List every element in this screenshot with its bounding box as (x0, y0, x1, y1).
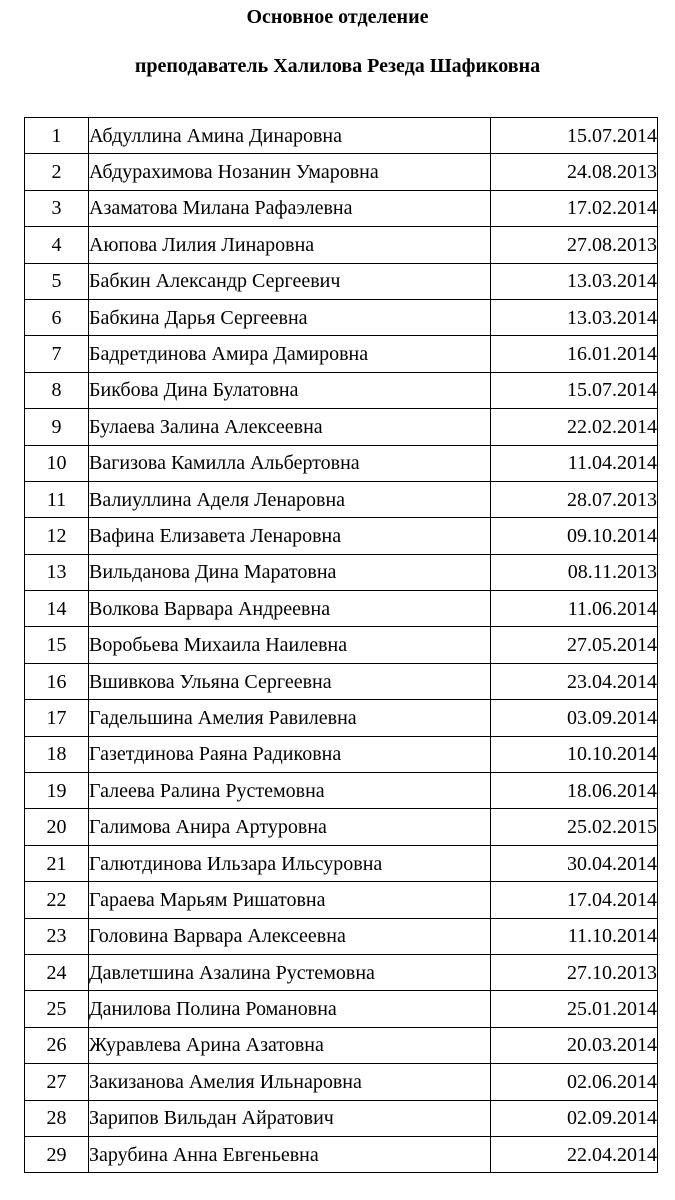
row-number: 25 (25, 991, 89, 1027)
student-name: Данилова Полина Романовна (89, 991, 491, 1027)
birth-date: 15.07.2014 (491, 372, 658, 408)
student-name: Галеева Ралина Рустемовна (89, 773, 491, 809)
birth-date: 08.11.2013 (491, 554, 658, 590)
table-row (25, 445, 658, 481)
student-table-body (25, 118, 658, 1173)
table-row (25, 845, 658, 881)
birth-date: 16.01.2014 (491, 336, 658, 372)
table-row (25, 372, 658, 408)
table-row (25, 336, 658, 372)
table-row (25, 663, 658, 699)
row-number: 24 (25, 954, 89, 990)
birth-date: 30.04.2014 (491, 845, 658, 881)
birth-date: 23.04.2014 (491, 663, 658, 699)
table-row (25, 409, 658, 445)
birth-date: 17.02.2014 (491, 190, 658, 226)
row-number: 10 (25, 445, 89, 481)
row-number: 3 (25, 190, 89, 226)
student-name: Галютдинова Ильзара Ильсуровна (89, 845, 491, 881)
row-number: 16 (25, 663, 89, 699)
birth-date: 11.04.2014 (491, 445, 658, 481)
student-name: Абдурахимова Нозанин Умаровна (89, 154, 491, 190)
student-name: Азаматова Милана Рафаэлевна (89, 190, 491, 226)
birth-date: 28.07.2013 (491, 481, 658, 517)
student-name: Зарубина Анна Евгеньевна (89, 1136, 491, 1172)
row-number: 11 (25, 481, 89, 517)
student-name: Журавлева Арина Азатовна (89, 1027, 491, 1063)
birth-date: 27.10.2013 (491, 954, 658, 990)
row-number: 4 (25, 227, 89, 263)
row-number: 6 (25, 299, 89, 335)
row-number: 20 (25, 809, 89, 845)
row-number: 17 (25, 700, 89, 736)
table-row (25, 591, 658, 627)
row-number: 23 (25, 918, 89, 954)
student-name: Галимова Анира Артуровна (89, 809, 491, 845)
row-number: 2 (25, 154, 89, 190)
department-title: Основное отделение (246, 6, 429, 28)
student-name: Волкова Варвара Андреевна (89, 591, 491, 627)
student-name: Бабкина Дарья Сергеевна (89, 299, 491, 335)
row-number: 21 (25, 845, 89, 881)
table-row (25, 736, 658, 772)
student-name: Воробьева Михаила Наилевна (89, 627, 491, 663)
birth-date: 25.02.2015 (491, 809, 658, 845)
birth-date: 11.06.2014 (491, 591, 658, 627)
table-row (25, 118, 658, 154)
student-name: Давлетшина Азалина Рустемовна (89, 954, 491, 990)
row-number: 7 (25, 336, 89, 372)
birth-date: 02.06.2014 (491, 1064, 658, 1100)
birth-date: 13.03.2014 (491, 263, 658, 299)
row-number: 12 (25, 518, 89, 554)
table-row (25, 627, 658, 663)
birth-date: 02.09.2014 (491, 1100, 658, 1136)
table-row (25, 882, 658, 918)
table-row (25, 190, 658, 226)
row-number: 9 (25, 409, 89, 445)
student-name: Вильданова Дина Маратовна (89, 554, 491, 590)
birth-date: 15.07.2014 (491, 118, 658, 154)
table-row (25, 991, 658, 1027)
table-row (25, 518, 658, 554)
birth-date: 17.04.2014 (491, 882, 658, 918)
birth-date: 11.10.2014 (491, 918, 658, 954)
teacher-title: преподаватель Халилова Резеда Шафиковна (134, 55, 541, 77)
student-name: Бикбова Дина Булатовна (89, 372, 491, 408)
birth-date: 27.05.2014 (491, 627, 658, 663)
birth-date: 24.08.2013 (491, 154, 658, 190)
student-name: Вагизова Камилла Альбертовна (89, 445, 491, 481)
student-name: Вафина Елизавета Ленаровна (89, 518, 491, 554)
birth-date: 25.01.2014 (491, 991, 658, 1027)
birth-date: 10.10.2014 (491, 736, 658, 772)
student-name: Валиуллина Аделя Ленаровна (89, 481, 491, 517)
birth-date: 13.03.2014 (491, 299, 658, 335)
table-row (25, 1136, 658, 1172)
birth-date: 03.09.2014 (491, 700, 658, 736)
student-table (24, 117, 658, 1173)
table-row (25, 554, 658, 590)
student-name: Гадельшина Амелия Равилевна (89, 700, 491, 736)
birth-date: 22.02.2014 (491, 409, 658, 445)
student-name: Газетдинова Раяна Радиковна (89, 736, 491, 772)
row-number: 1 (25, 118, 89, 154)
student-name: Аюпова Лилия Линаровна (89, 227, 491, 263)
table-row (25, 954, 658, 990)
table-row (25, 700, 658, 736)
table-row (25, 809, 658, 845)
student-name: Бабкин Александр Сергеевич (89, 263, 491, 299)
birth-date: 22.04.2014 (491, 1136, 658, 1172)
table-row (25, 1100, 658, 1136)
student-name: Зарипов Вильдан Айратович (89, 1100, 491, 1136)
table-row (25, 227, 658, 263)
row-number: 29 (25, 1136, 89, 1172)
student-name: Головина Варвара Алексеевна (89, 918, 491, 954)
birth-date: 09.10.2014 (491, 518, 658, 554)
row-number: 27 (25, 1064, 89, 1100)
table-row (25, 1027, 658, 1063)
table-row (25, 263, 658, 299)
birth-date: 27.08.2013 (491, 227, 658, 263)
student-name: Закизанова Амелия Ильнаровна (89, 1064, 491, 1100)
student-name: Бадретдинова Амира Дамировна (89, 336, 491, 372)
row-number: 14 (25, 591, 89, 627)
row-number: 22 (25, 882, 89, 918)
table-row (25, 1064, 658, 1100)
table-row (25, 918, 658, 954)
row-number: 5 (25, 263, 89, 299)
table-row (25, 299, 658, 335)
table-row (25, 481, 658, 517)
student-name: Гараева Марьям Ришатовна (89, 882, 491, 918)
row-number: 18 (25, 736, 89, 772)
student-name: Абдуллина Амина Динаровна (89, 118, 491, 154)
table-row (25, 154, 658, 190)
birth-date: 18.06.2014 (491, 773, 658, 809)
row-number: 13 (25, 554, 89, 590)
table-row (25, 773, 658, 809)
row-number: 8 (25, 372, 89, 408)
student-name: Булаева Залина Алексеевна (89, 409, 491, 445)
student-name: Вшивкова Ульяна Сергеевна (89, 663, 491, 699)
row-number: 15 (25, 627, 89, 663)
row-number: 28 (25, 1100, 89, 1136)
birth-date: 20.03.2014 (491, 1027, 658, 1063)
row-number: 26 (25, 1027, 89, 1063)
row-number: 19 (25, 773, 89, 809)
